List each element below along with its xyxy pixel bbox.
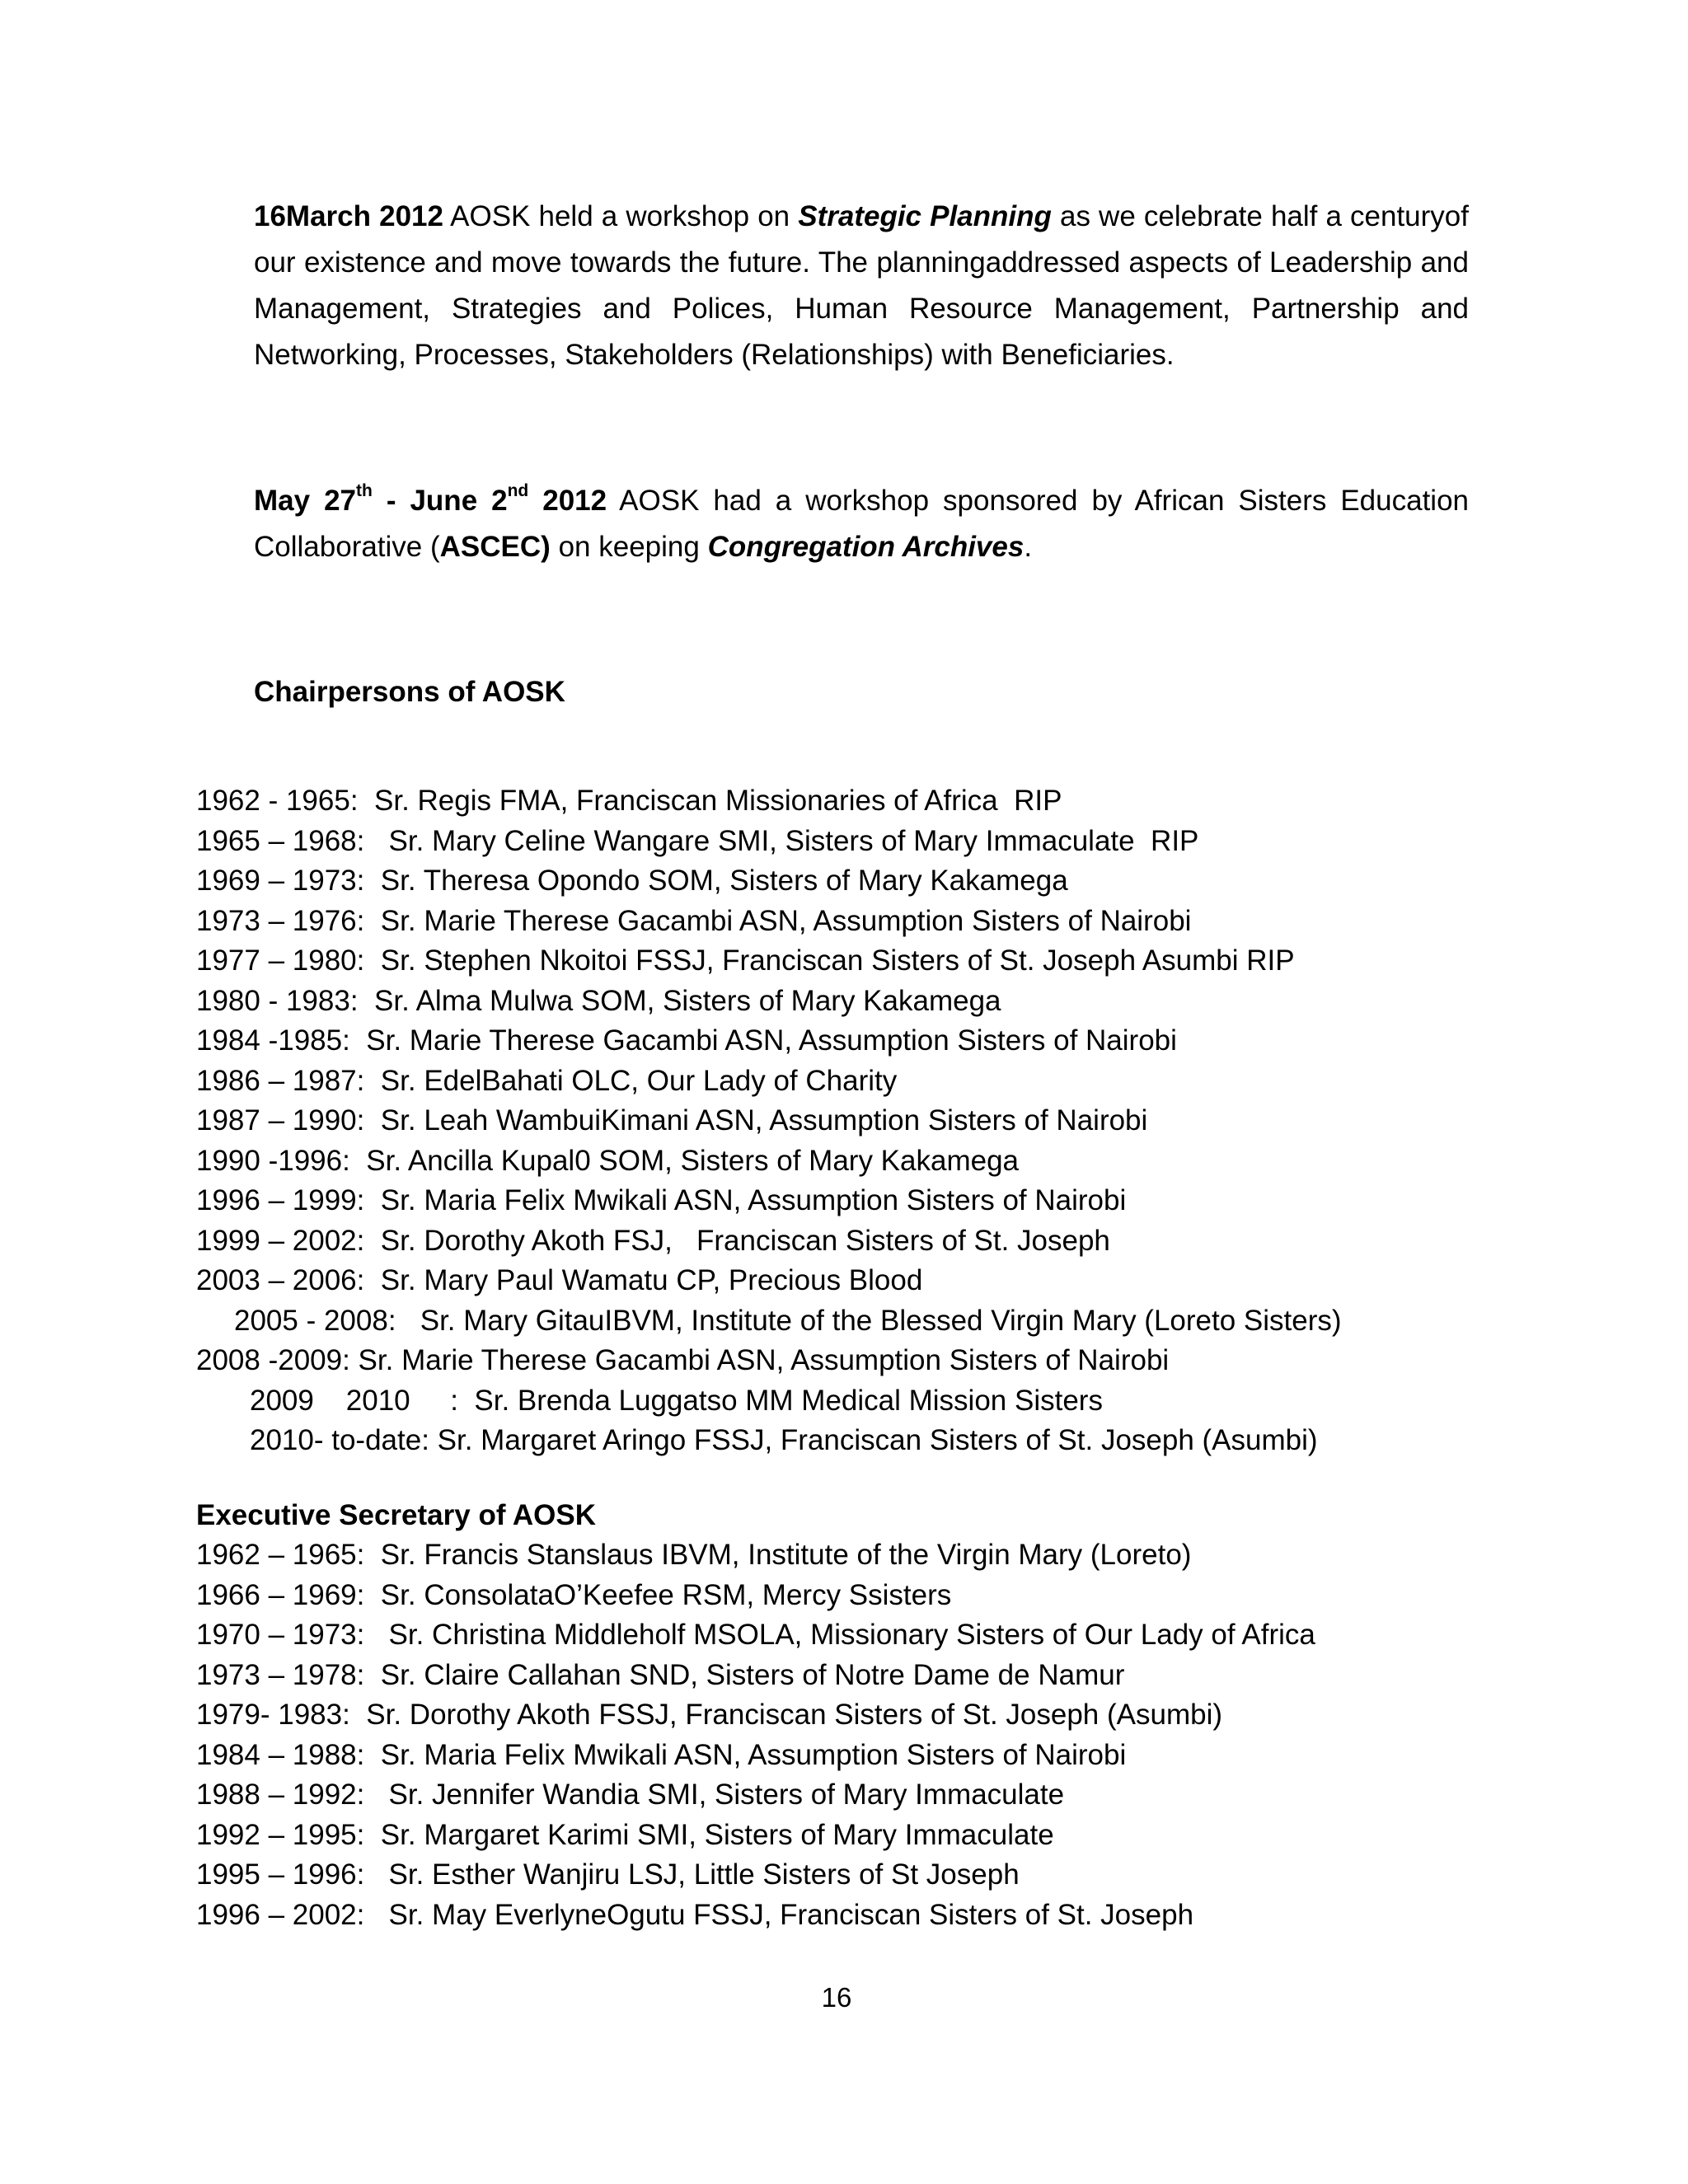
paragraph1-topic: Strategic Planning — [798, 200, 1052, 232]
page-number: 16 — [821, 1982, 852, 2013]
list-item: 1987 – 1990: Sr. Leah WambuiKimani ASN, Assumption Sisters of Nairobi — [196, 1104, 1148, 1137]
list-item: 2010- to-date: Sr. Margaret Aringo FSSJ, Franciscan Sisters of St. Joseph (Asumbi) — [250, 1424, 1318, 1456]
executive-secretary-heading: Executive Secretary of AOSK — [196, 1499, 597, 1531]
chairpersons-heading: Chairpersons of AOSK — [254, 676, 565, 708]
list-item: 1966 – 1969: Sr. ConsolataO’Keefee RSM, Mercy Ssisters — [196, 1578, 952, 1611]
list-item: 1980 - 1983: Sr. Alma Mulwa SOM, Sisters of Mary Kakamega — [196, 984, 1001, 1017]
list-item: 1995 – 1996: Sr. Esther Wanjiru LSJ, Little Sisters of St Joseph — [196, 1858, 1020, 1891]
paragraph-strategic-planning — [254, 194, 1469, 378]
executive-secretary-list — [196, 1535, 1315, 1935]
chairpersons-list — [196, 781, 1342, 1461]
paragraph2-date — [254, 481, 607, 517]
paragraph2-date-end: 2012 — [528, 485, 607, 517]
list-item: 1990 -1996: Sr. Ancilla Kupal0 SOM, Sisters of Mary Kakamega — [196, 1144, 1019, 1177]
paragraph1-text-a: AOSK held a workshop on — [443, 200, 799, 232]
paragraph2-topic: Congregation Archives — [707, 531, 1025, 563]
paragraph1-text-b: as we celebrate half a centuryof our existence and move towards the future. The planningaddressed aspects of Leadership and Management, Strategies and Polices, Human Resource Management, Partnership and Networking, Processes, Stakeholders (Relationships) with Beneficiaries. — [254, 200, 1469, 371]
list-item: 1984 -1985: Sr. Marie Therese Gacambi ASN, Assumption Sisters of Nairobi — [196, 1024, 1177, 1057]
list-item: 1973 – 1978: Sr. Claire Callahan SND, Sisters of Notre Dame de Namur — [196, 1658, 1125, 1691]
list-item: 2008 -2009: Sr. Marie Therese Gacambi ASN, Assumption Sisters of Nairobi — [196, 1344, 1170, 1376]
list-item: 1969 – 1973: Sr. Theresa Opondo SOM, Sisters of Mary Kakamega — [196, 865, 1068, 897]
list-item: 1970 – 1973: Sr. Christina Middleholf MSOLA, Missionary Sisters of Our Lady of Africa — [196, 1619, 1315, 1651]
paragraph-archives-workshop — [254, 478, 1469, 570]
list-item: 1979- 1983: Sr. Dorothy Akoth FSSJ, Franciscan Sisters of St. Joseph (Asumbi) — [196, 1699, 1222, 1731]
list-item: 1996 – 1999: Sr. Maria Felix Mwikali ASN, Assumption Sisters of Nairobi — [196, 1184, 1127, 1216]
paragraph2-text-a: AOSK had a workshop sponsored by African Sisters Education Collaborative ( — [254, 485, 1470, 563]
list-item: 1962 – 1965: Sr. Francis Stanslaus IBVM, Institute of the Virgin Mary (Loreto) — [196, 1539, 1192, 1571]
list-item: 1999 – 2002: Sr. Dorothy Akoth FSJ, Franciscan Sisters of St. Joseph — [196, 1224, 1110, 1257]
paragraph2-date-b-sup: nd — [507, 481, 529, 500]
list-item: 1962 - 1965: Sr. Regis FMA, Franciscan Missionaries of Africa RIP — [196, 785, 1062, 817]
paragraph2-text-b: on keeping — [550, 531, 708, 563]
list-item: 2009 2010 : Sr. Brenda Luggatso MM Medical Mission Sisters — [250, 1384, 1103, 1417]
list-item: 1986 – 1987: Sr. EdelBahati OLC, Our Lady of Charity — [196, 1064, 898, 1097]
paragraph2-date-mid: - June 2 — [372, 485, 508, 517]
list-item: 2005 - 2008: Sr. Mary GitauIBVM, Institute of the Blessed Virgin Mary (Loreto Sisters) — [234, 1304, 1342, 1337]
list-item: 1977 – 1980: Sr. Stephen Nkoitoi FSSJ, Franciscan Sisters of St. Joseph Asumbi RIP — [196, 944, 1295, 977]
paragraph2-date-a-sup: th — [356, 481, 373, 500]
list-item: 1984 – 1988: Sr. Maria Felix Mwikali ASN, Assumption Sisters of Nairobi — [196, 1738, 1127, 1771]
paragraph1-date: 16March 2012 — [254, 200, 443, 232]
list-item: 1992 – 1995: Sr. Margaret Karimi SMI, Sisters of Mary Immaculate — [196, 1818, 1054, 1851]
list-item: 1965 – 1968: Sr. Mary Celine Wangare SMI, Sisters of Mary Immaculate RIP — [196, 824, 1199, 857]
list-item: 1973 – 1976: Sr. Marie Therese Gacambi ASN, Assumption Sisters of Nairobi — [196, 904, 1192, 937]
list-item: 1988 – 1992: Sr. Jennifer Wandia SMI, Sisters of Mary Immaculate — [196, 1779, 1065, 1811]
list-item: 2003 – 2006: Sr. Mary Paul Wamatu CP, Precious Blood — [196, 1264, 923, 1296]
list-item: 1996 – 2002: Sr. May EverlyneOgutu FSSJ, Franciscan Sisters of St. Joseph — [196, 1898, 1194, 1931]
paragraph2-text-c: . — [1024, 531, 1033, 563]
paragraph2-org: ASCEC) — [439, 531, 551, 563]
paragraph2-date-a: May 27 — [254, 485, 357, 517]
